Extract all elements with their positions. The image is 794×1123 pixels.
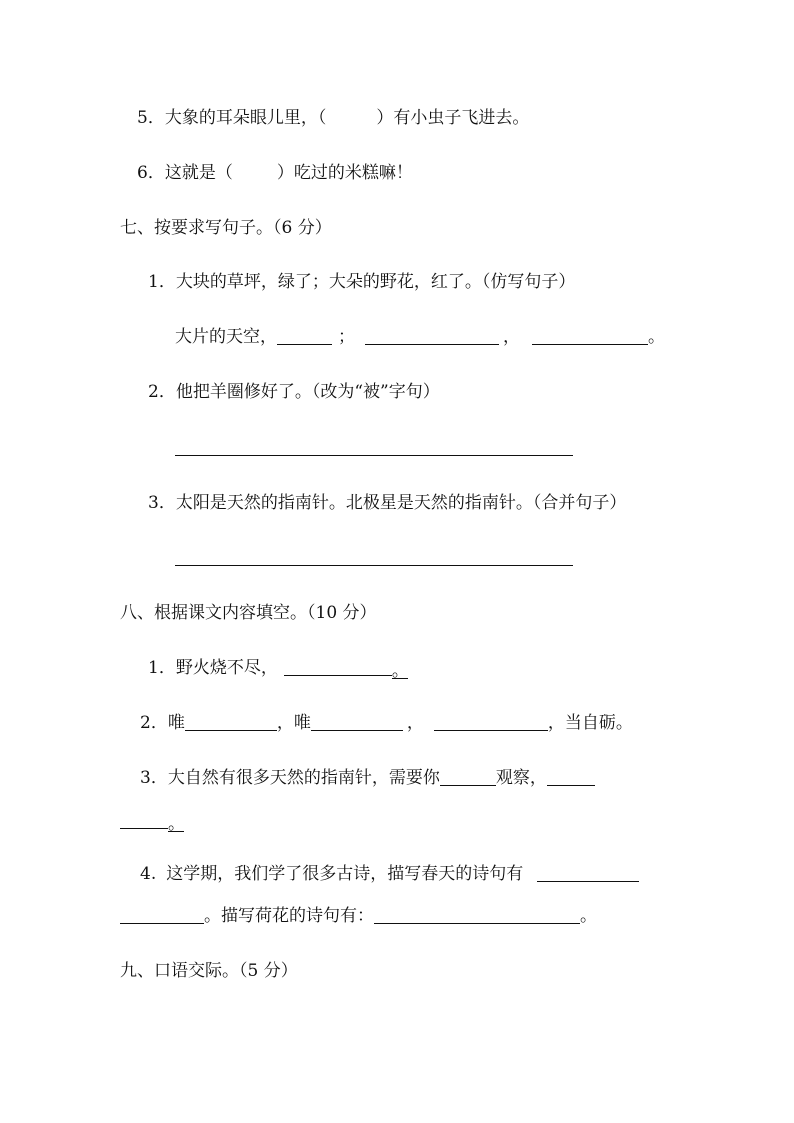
answer-blank[interactable]	[365, 326, 499, 345]
s8-question-2	[140, 712, 633, 734]
answer-blank[interactable]	[374, 905, 580, 924]
question-number: 2．	[140, 713, 168, 733]
question-text: ）有小虫子飞进去。	[376, 108, 530, 128]
answer-blank[interactable]	[434, 712, 548, 731]
section-9-heading: 九、口语交际。（5 分）	[120, 961, 298, 981]
s8-question-4-continued	[120, 905, 597, 927]
s8-question-3-continued	[120, 810, 184, 832]
end-mark: 。	[391, 661, 409, 681]
answer-blank[interactable]	[547, 767, 595, 786]
question-number: 5．	[137, 108, 165, 128]
question-text: 唯	[167, 713, 185, 733]
answer-blank[interactable]	[532, 326, 648, 345]
answer-line[interactable]	[175, 455, 573, 456]
question-number: 3．	[140, 768, 168, 788]
question-text: 大块的草坪，绿了；大朵的野花，红了。（仿写句子）	[175, 272, 576, 292]
question-text: ，唯	[276, 713, 311, 733]
question-text: 这就是（	[164, 163, 233, 183]
answer-blank[interactable]	[311, 712, 403, 731]
question-text: 大象的耳朵眼儿里，（	[164, 108, 327, 128]
question-text: 这学期，我们学了很多古诗，描写春天的诗句有	[166, 864, 524, 884]
s7-question-2	[148, 381, 440, 403]
question-text: 。描写荷花的诗句有：	[204, 906, 374, 926]
end-mark: 。	[648, 327, 665, 347]
question-number: 1．	[148, 658, 176, 678]
question-text: ，当自砺。	[547, 713, 633, 733]
separator: ，	[503, 327, 520, 347]
question-number: 2．	[148, 382, 176, 402]
question-text: 太阳是天然的指南针。北极星是天然的指南针。（合并句子）	[175, 493, 627, 513]
s8-question-1	[148, 657, 408, 679]
answer-blank[interactable]	[185, 712, 277, 731]
question-6	[137, 162, 413, 184]
answer-blank[interactable]	[284, 657, 392, 676]
answer-blank[interactable]	[537, 863, 639, 882]
section-8-heading: 八、根据课文内容填空。（10 分）	[120, 603, 377, 623]
s8-question-3	[140, 767, 595, 789]
s7-question-1	[148, 271, 575, 293]
section-7-heading: 七、按要求写句子。（6 分）	[120, 218, 332, 238]
question-number: 1．	[148, 272, 176, 292]
answer-blank[interactable]	[120, 905, 204, 924]
question-number: 6．	[137, 163, 165, 183]
s8-question-4	[140, 863, 639, 885]
answer-blank[interactable]	[120, 810, 168, 829]
end-mark: 。	[580, 906, 597, 926]
question-text: 野火烧不尽，	[175, 658, 278, 678]
end-mark: 。	[168, 814, 185, 834]
question-number: 3．	[148, 493, 176, 513]
question-5	[137, 107, 529, 129]
question-text: ）吃过的米糕嘛！	[276, 163, 413, 183]
question-text: 观察，	[495, 768, 547, 788]
question-number: 4.	[140, 864, 157, 884]
s7-question-1-answer	[175, 326, 665, 348]
separator: ，	[406, 713, 424, 733]
question-text: 大自然有很多天然的指南针，需要你	[167, 768, 440, 788]
answer-prefix: 大片的天空，	[175, 327, 277, 347]
answer-blank[interactable]	[277, 326, 332, 345]
answer-blank[interactable]	[440, 767, 496, 786]
answer-line[interactable]	[175, 565, 573, 566]
s7-question-3	[148, 492, 626, 514]
separator: ；	[338, 327, 355, 347]
question-text: 他把羊圈修好了。（改为“被”字句）	[175, 382, 440, 402]
